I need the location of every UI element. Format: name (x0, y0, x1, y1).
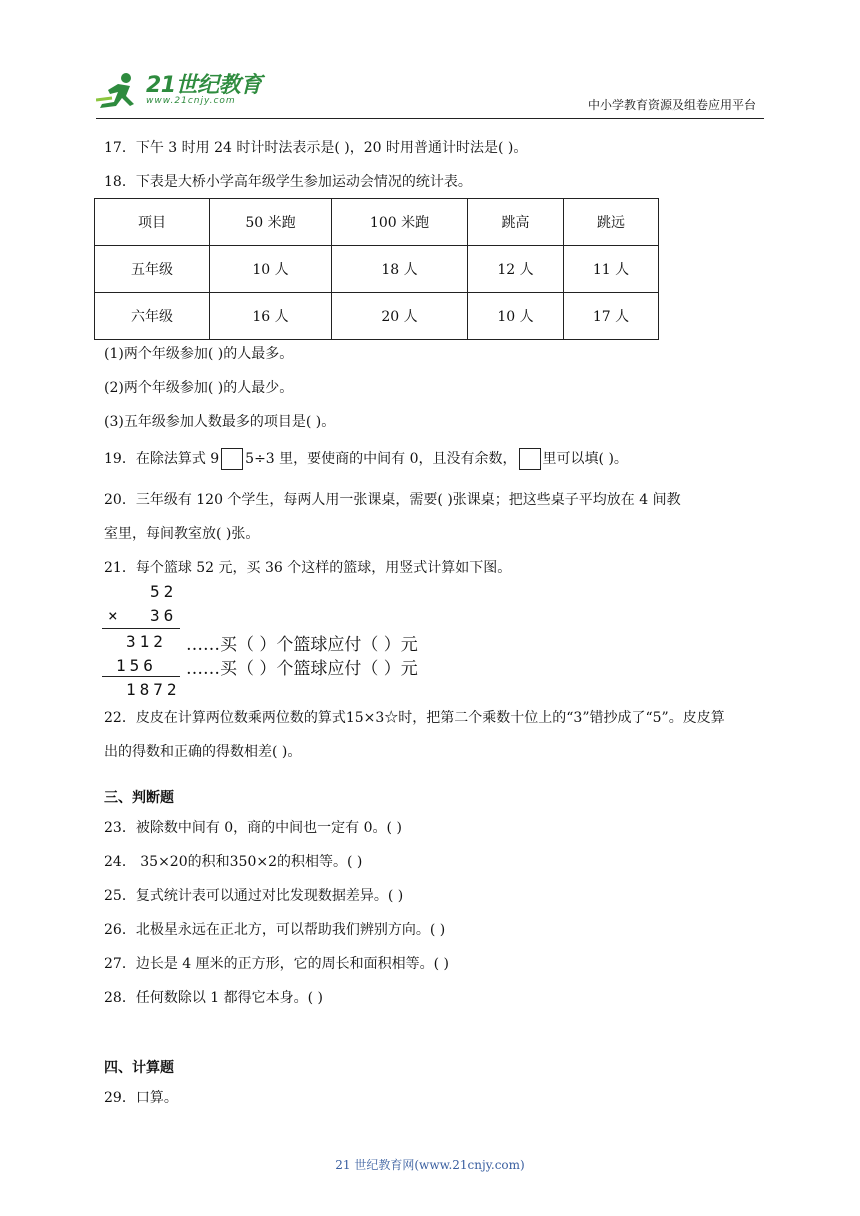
question-19-part3: 里可以填( )。 (542, 451, 628, 467)
question-18-intro: 18．下表是大桥小学高年级学生参加运动会情况的统计表。 (104, 174, 472, 190)
calc-multiplicand: 52 (150, 582, 178, 601)
question-20-line2: 室里，每间教室放( )张。 (104, 526, 260, 542)
question-19-part2: 5÷3 里，要使商的中间有 0，且没有余数， (245, 451, 517, 467)
site-logo (96, 66, 276, 116)
calc-line (102, 676, 180, 677)
question-28: 28．任何数除以 1 都得它本身。( ) (104, 990, 323, 1006)
logo-url: www.21cnjy.com (146, 96, 236, 106)
table-cell: 11 人 (564, 246, 659, 293)
calc-multiplier: 36 (150, 606, 178, 625)
question-22-line1: 22．皮皮在计算两位数乘两位数的算式15×3☆时，把第二个乘数十位上的“3”错抄成了“5”。皮皮算 (104, 710, 725, 726)
blank-box (519, 448, 541, 470)
table-cell: 16 人 (210, 293, 332, 340)
footer-text: 21 世纪教育网(www.21cnjy.com) (335, 1158, 525, 1172)
table-cell: 17 人 (564, 293, 659, 340)
stats-table (94, 198, 659, 340)
table-cell: 10 人 (468, 293, 564, 340)
question-23: 23．被除数中间有 0，商的中间也一定有 0。( ) (104, 820, 402, 836)
section-heading-calculation: 四、计算题 (104, 1060, 174, 1076)
platform-name: 中小学教育资源及组卷应用平台 (587, 98, 756, 112)
calc-result: 1872 (126, 680, 181, 699)
table-row (95, 246, 659, 293)
question-24: 24． 35×20的积和350×2的积相等。( ) (104, 854, 363, 870)
question-29: 29．口算。 (104, 1090, 178, 1106)
question-25: 25．复式统计表可以通过对比发现数据差异。( ) (104, 888, 404, 904)
question-18-sub3: (3)五年级参加人数最多的项目是( )。 (104, 414, 336, 430)
calc-times-sign: × (108, 606, 118, 625)
calc-partial-1: 312 (126, 632, 167, 651)
table-cell: 10 人 (210, 246, 332, 293)
section-heading-judgement: 三、判断题 (104, 790, 174, 806)
table-cell: 18 人 (332, 246, 468, 293)
table-cell: 五年级 (95, 246, 210, 293)
table-header-cell: 100 米跑 (332, 199, 468, 246)
table-header-cell: 跳高 (468, 199, 564, 246)
question-18-sub2: (2)两个年级参加( )的人最少。 (104, 380, 294, 396)
blank-box (221, 448, 243, 470)
table-header-cell: 跳远 (564, 199, 659, 246)
table-row (95, 293, 659, 340)
question-20-line1: 20．三年级有 120 个学生，每两人用一张课桌，需要( )张课桌；把这些桌子平均放在 4 间教 (104, 492, 681, 508)
question-26: 26．北极星永远在正北方，可以帮助我们辨别方向。( ) (104, 922, 446, 938)
table-header-cell: 50 米跑 (210, 199, 332, 246)
calc-note-2: ……买（ ）个篮球应付（ ）元 (186, 659, 418, 679)
header-divider (96, 118, 764, 119)
table-header-row (95, 199, 659, 246)
question-18-sub1: (1)两个年级参加( )的人最多。 (104, 346, 294, 362)
question-19 (104, 448, 628, 470)
question-17: 17．下午 3 时用 24 时计时法表示是( )，20 时用普通计时法是( )。 (104, 140, 528, 156)
table-cell: 12 人 (468, 246, 564, 293)
question-27: 27．边长是 4 厘米的正方形，它的周长和面积相等。( ) (104, 956, 449, 972)
logo-text: 21世纪教育 (146, 73, 262, 98)
table-cell: 20 人 (332, 293, 468, 340)
calc-note-1: ……买（ ）个篮球应付（ ）元 (186, 635, 418, 655)
table-header-cell: 项目 (95, 199, 210, 246)
question-21-intro: 21．每个篮球 52 元，买 36 个这样的篮球，用竖式计算如下图。 (104, 560, 512, 576)
table-cell: 六年级 (95, 293, 210, 340)
question-22-line2: 出的得数和正确的得数相差( )。 (104, 744, 302, 760)
calc-partial-2: 156 (116, 656, 157, 675)
question-19-part1: 19．在除法算式 9 (104, 451, 220, 467)
calc-line (102, 628, 180, 629)
runner-logo-icon (96, 70, 144, 112)
